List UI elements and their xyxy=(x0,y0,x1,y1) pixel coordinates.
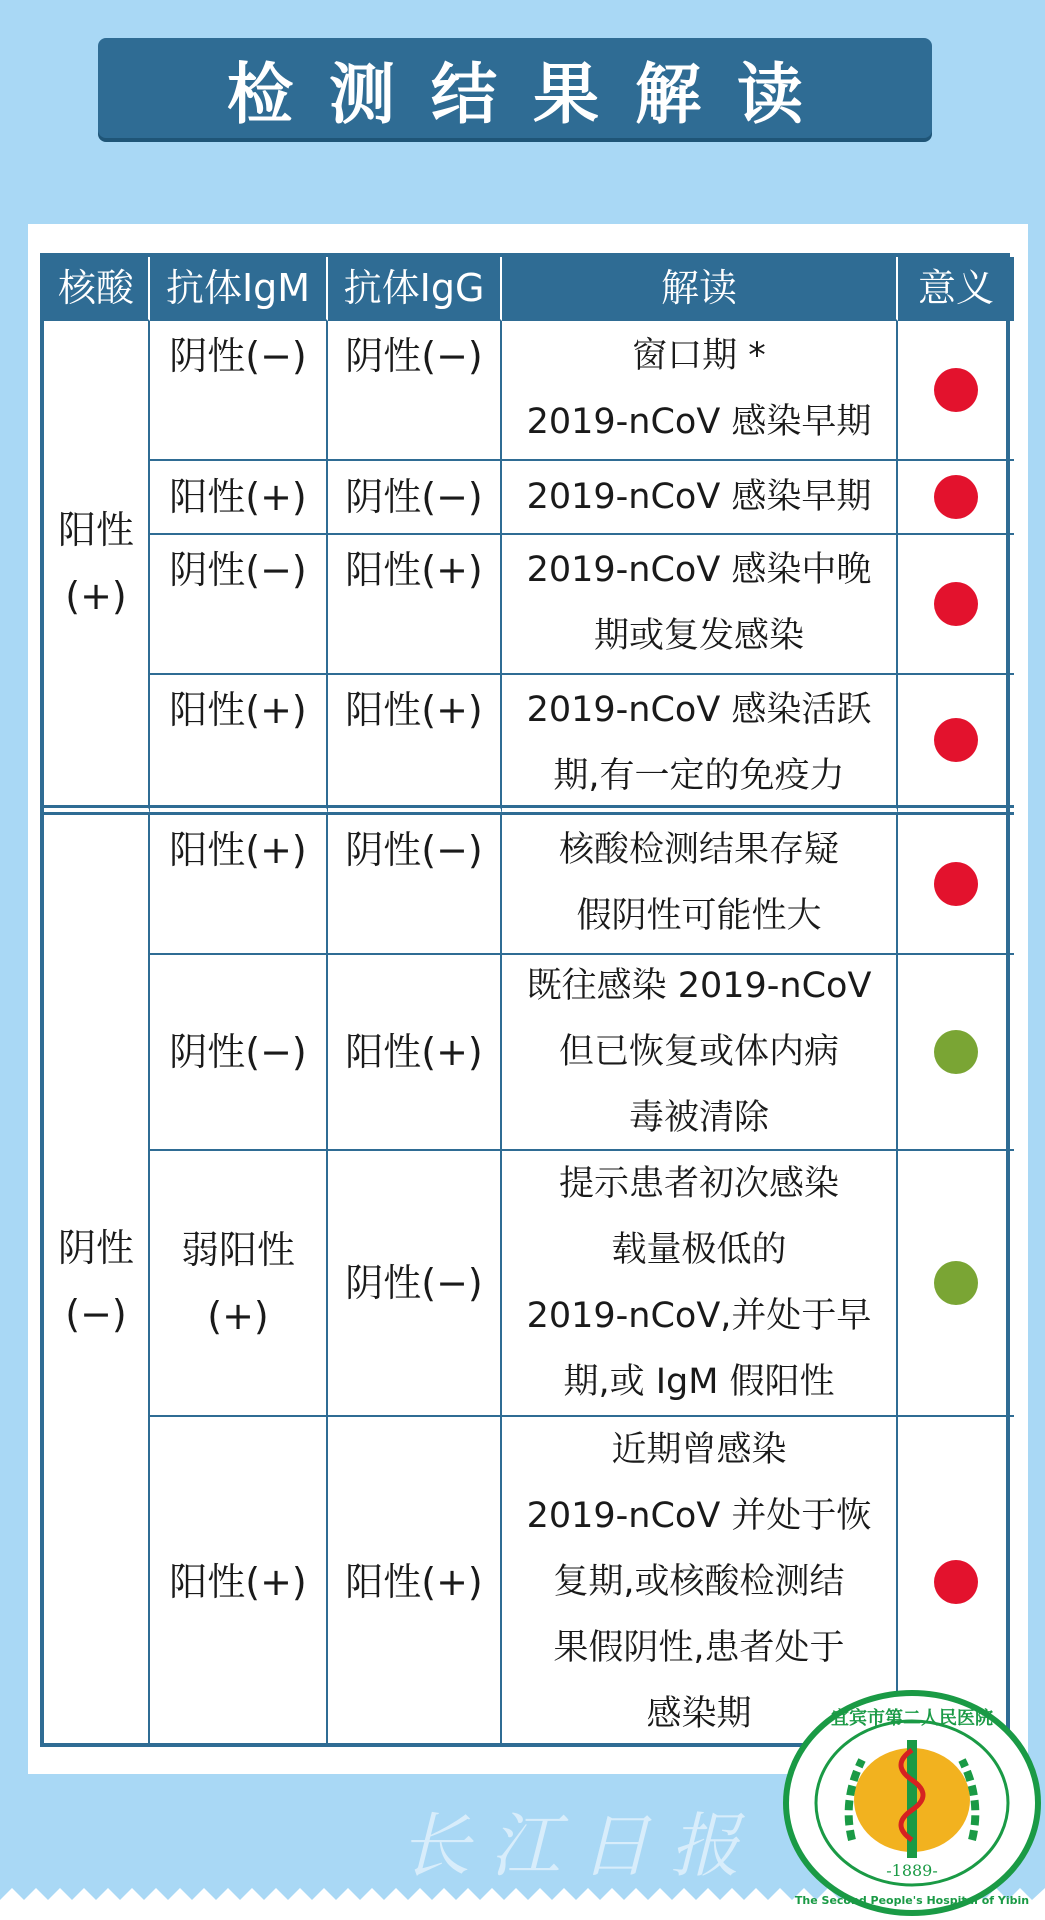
cell-line: 既往感染 2019-nCoV xyxy=(526,966,872,1006)
igm-cell xyxy=(150,675,328,815)
title-banner xyxy=(98,38,932,138)
status-dot-red xyxy=(934,582,978,626)
cell-line: 阳性(+) xyxy=(169,475,307,519)
cell-line: (−) xyxy=(65,1292,127,1336)
igg-cell xyxy=(328,1151,502,1417)
interpretation-cell xyxy=(502,535,898,675)
meaning-cell xyxy=(898,955,1014,1151)
cell-line: (+) xyxy=(207,1294,269,1338)
cell-line: 阳性(+) xyxy=(345,1560,483,1604)
cell-line: 2019-nCoV 感染早期 xyxy=(526,477,872,517)
status-dot-green xyxy=(934,1030,978,1074)
meaning-cell xyxy=(898,675,1014,815)
page-title: 检测结果解读 xyxy=(227,55,839,133)
cell-line: 2019-nCoV 感染中晚 xyxy=(526,550,872,590)
cell-line: 阳性(+) xyxy=(169,828,307,872)
cell-line: 期,有一定的免疫力 xyxy=(553,756,845,796)
cell-line: 阴性(−) xyxy=(345,334,483,378)
cell-line: 2019-nCoV,并处于早 xyxy=(526,1296,872,1336)
igm-cell xyxy=(150,535,328,675)
cell-line: 核酸检测结果存疑 xyxy=(558,830,839,870)
cell-line: 阴性(−) xyxy=(345,828,483,872)
cell-line: 2019-nCoV 感染早期 xyxy=(526,402,872,442)
cell-line: 阳性(+) xyxy=(345,1030,483,1074)
cell-line: 提示患者初次感染 xyxy=(558,1164,839,1204)
cell-line: 阴性(−) xyxy=(345,1261,483,1305)
cell-line: 感染期 xyxy=(646,1694,752,1734)
interpretation-cell xyxy=(502,1151,898,1417)
interpretation-cell xyxy=(502,815,898,955)
meaning-cell xyxy=(898,815,1014,955)
watermark: 长江日报 xyxy=(400,1805,760,1887)
seal-cn-name: 宜宾市第二人民医院 xyxy=(831,1708,993,1729)
cell-line: 阴性(−) xyxy=(345,475,483,519)
cell-line: 窗口期 * xyxy=(632,336,766,376)
cell-line: 阳性(+) xyxy=(345,548,483,592)
igm-cell xyxy=(150,321,328,461)
meaning-cell xyxy=(898,321,1014,461)
cell-line: 复期,或核酸检测结 xyxy=(553,1562,845,1602)
cell-line: 假阴性可能性大 xyxy=(576,896,822,936)
igm-cell xyxy=(150,461,328,535)
cell-line: 弱阳性 xyxy=(180,1228,295,1272)
cell-line: 阴性(−) xyxy=(169,334,307,378)
results-table xyxy=(40,253,1010,1747)
status-dot-red xyxy=(934,1560,978,1604)
igg-cell xyxy=(328,321,502,461)
seal-en-name: The Second People's Hospital of Yibin xyxy=(794,1894,1030,1907)
status-dot-red xyxy=(934,368,978,412)
interpretation-cell xyxy=(502,461,898,535)
cell-line: 期,或 IgM 假阳性 xyxy=(563,1362,835,1402)
column-header: 抗体IgG xyxy=(328,257,502,321)
igg-cell xyxy=(328,461,502,535)
cell-line: 阳性(+) xyxy=(345,688,483,732)
seal-year: -1889- xyxy=(886,1861,938,1880)
column-header: 解读 xyxy=(502,257,898,321)
cell-line: 2019-nCoV 感染活跃 xyxy=(526,690,872,730)
cell-line: (+) xyxy=(65,574,127,618)
meaning-cell xyxy=(898,535,1014,675)
cell-line: 阴性(−) xyxy=(169,1030,307,1074)
igg-cell xyxy=(328,815,502,955)
cell-line: 果假阴性,患者处于 xyxy=(553,1628,845,1668)
column-header: 核酸 xyxy=(44,257,150,321)
cell-line: 毒被清除 xyxy=(628,1098,769,1138)
status-dot-red xyxy=(934,475,978,519)
cell-line: 但已恢复或体内病 xyxy=(558,1032,839,1072)
igg-cell xyxy=(328,1417,502,1747)
cell-line: 阳性(+) xyxy=(169,688,307,732)
igg-cell xyxy=(328,955,502,1151)
status-dot-red xyxy=(934,862,978,906)
igm-cell xyxy=(150,815,328,955)
nucleic-group-negative xyxy=(44,815,150,1747)
interpretation-cell xyxy=(502,321,898,461)
igg-cell xyxy=(328,675,502,815)
igm-cell xyxy=(150,1151,328,1417)
igm-cell xyxy=(150,955,328,1151)
column-header: 意义 xyxy=(898,257,1014,321)
cell-line: 阳性 xyxy=(57,508,134,552)
interpretation-cell xyxy=(502,675,898,815)
igg-cell xyxy=(328,535,502,675)
hospital-seal xyxy=(782,1690,1042,1916)
status-dot-red xyxy=(934,718,978,762)
cell-line: 近期曾感染 xyxy=(611,1430,787,1470)
cell-line: 2019-nCoV 并处于恢 xyxy=(526,1496,872,1536)
cell-line: 阴性(−) xyxy=(169,548,307,592)
cell-line: 期或复发感染 xyxy=(593,616,804,656)
cell-line: 阳性(+) xyxy=(169,1560,307,1604)
status-dot-green xyxy=(934,1261,978,1305)
igm-cell xyxy=(150,1417,328,1747)
meaning-cell xyxy=(898,461,1014,535)
column-header: 抗体IgM xyxy=(150,257,328,321)
cell-line: 阴性 xyxy=(57,1226,134,1270)
cell-line: 载量极低的 xyxy=(611,1230,787,1270)
nucleic-group-positive xyxy=(44,321,150,815)
meaning-cell xyxy=(898,1151,1014,1417)
interpretation-cell xyxy=(502,955,898,1151)
